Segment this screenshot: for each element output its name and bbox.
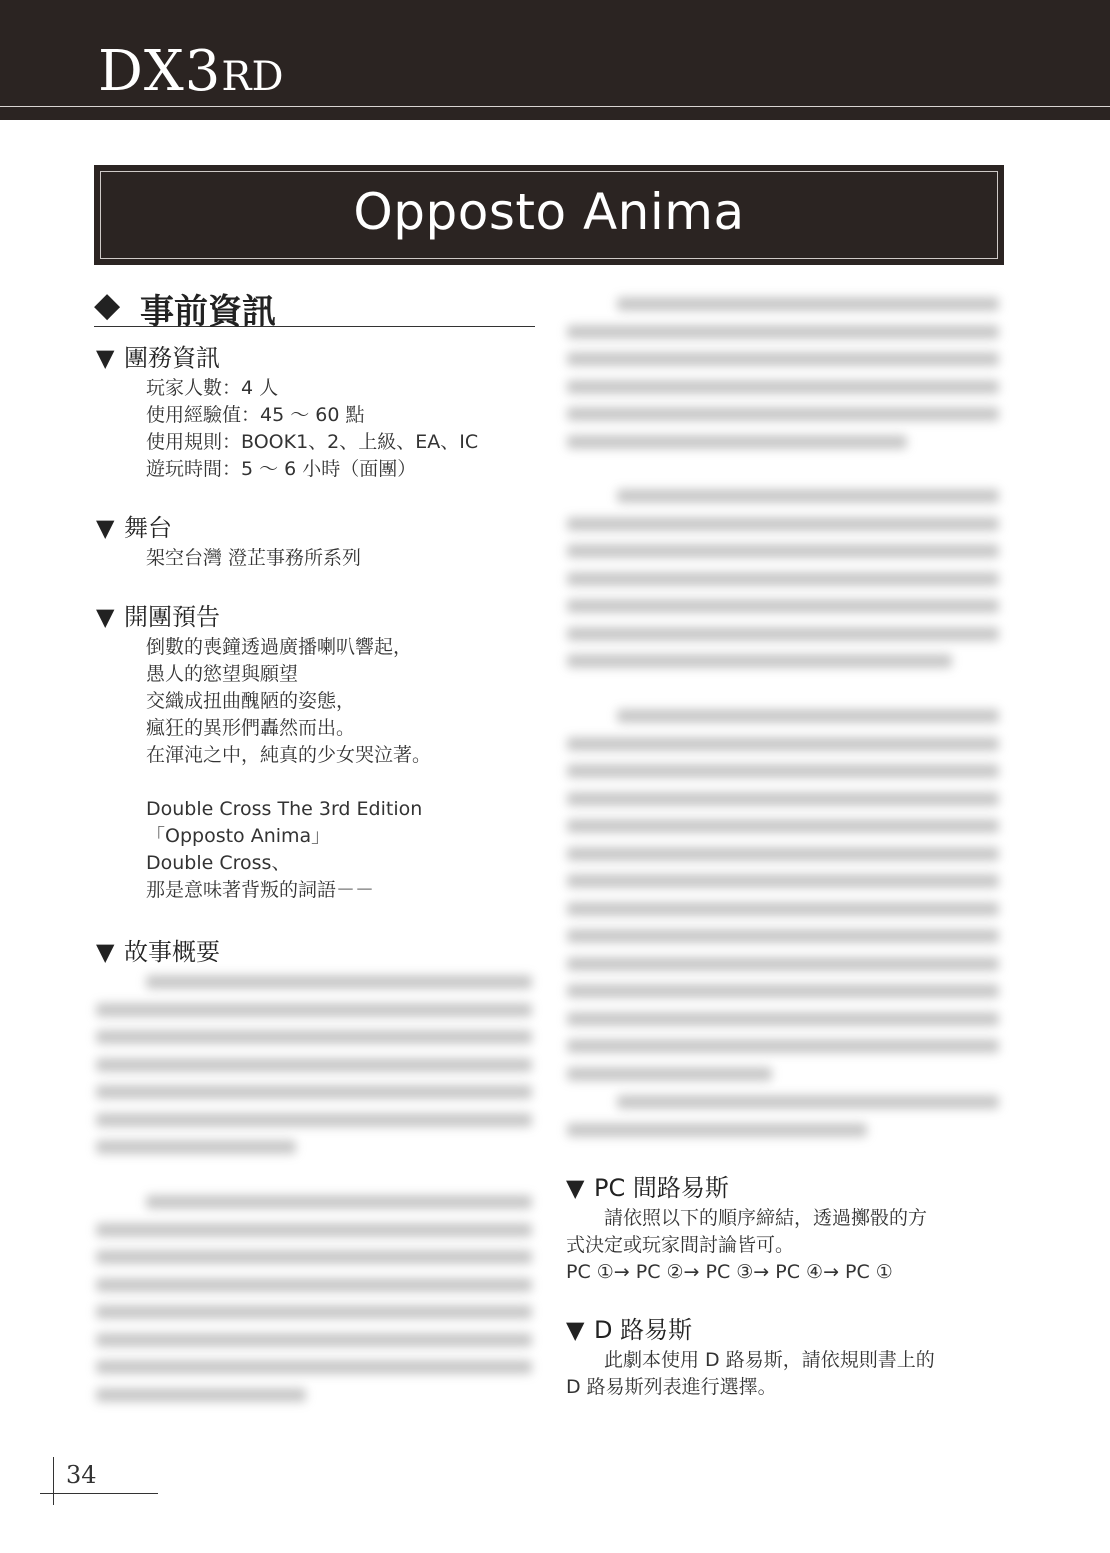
summary-heading: ▼ 故事概要 (96, 938, 220, 966)
triangle-icon: ▼ (96, 603, 115, 631)
pc-lois-heading: ▼ PC 間路易斯 (566, 1174, 729, 1202)
trailer-line: 交織成扭曲醜陋的姿態， (146, 690, 356, 712)
blurred-right-paragraph (567, 489, 999, 682)
trailer-heading: ▼ 開團預告 (96, 603, 220, 631)
info-line: 玩家人數：4 人 (146, 377, 279, 399)
trailer-line: 「Opposto Anima」 (146, 825, 331, 847)
trailer-block (96, 602, 536, 904)
stage-block (96, 513, 536, 572)
d-lois-heading: ▼ D 路易斯 (566, 1316, 693, 1344)
blurred-right-paragraph (567, 1095, 999, 1150)
trailer-line: 倒數的喪鐘透過廣播喇叭響起， (146, 636, 413, 658)
stage-heading: ▼ 舞台 (96, 514, 172, 542)
pc-lois-line: 式決定或玩家間討論皆可。 (566, 1234, 795, 1256)
title-box (94, 165, 1004, 265)
trailer-line: Double Cross、 (146, 852, 291, 874)
pc-lois-block (566, 1173, 1006, 1286)
page-title: Opposto Anima (353, 183, 745, 241)
brand-main: DX3 (98, 39, 222, 104)
brand-sub: RD (221, 54, 284, 100)
pc-lois-line: 請依照以下的順序締結，透過擲骰的方 (566, 1207, 928, 1229)
blurred-summary-paragraph (96, 975, 532, 1168)
blurred-summary-paragraph (96, 1195, 532, 1415)
triangle-icon: ▼ (96, 344, 115, 372)
info-line: 遊玩時間：5 ～ 6 小時（面團） (146, 458, 417, 480)
triangle-icon: ▼ (566, 1174, 585, 1202)
summary-block (96, 937, 536, 967)
session-info-heading: ▼ 團務資訊 (96, 344, 220, 372)
trailer-line: 在渾沌之中，純真的少女哭泣著。 (146, 744, 432, 766)
triangle-icon: ▼ (96, 514, 115, 542)
header-band (0, 0, 1110, 120)
blurred-right-paragraph (567, 709, 999, 1094)
page-number: 34 (66, 1461, 97, 1489)
page-number-hline (40, 1493, 158, 1494)
section-heading (94, 282, 535, 332)
trailer-blank-line (146, 769, 536, 796)
triangle-icon: ▼ (566, 1316, 585, 1344)
trailer-line: 愚人的慾望與願望 (146, 663, 299, 685)
section-heading-label: 事前資訊 (140, 292, 276, 332)
d-lois-line: D 路易斯列表進行選擇。 (566, 1376, 777, 1398)
blurred-right-paragraph (567, 297, 999, 462)
session-info-block (96, 343, 536, 483)
page-number-vline (53, 1457, 54, 1505)
info-line: 使用規則：BOOK1、2、上級、EA、IC (146, 431, 479, 453)
diamond-icon: ◆ (94, 285, 121, 325)
trailer-line: Double Cross The 3rd Edition (146, 798, 423, 820)
header-rule (0, 106, 1110, 107)
pc-lois-order: PC ①→ PC ②→ PC ③→ PC ④→ PC ① (566, 1261, 893, 1283)
info-line: 使用經驗值：45 ～ 60 點 (146, 404, 365, 426)
trailer-line: 那是意味著背叛的詞語－－ (146, 879, 375, 901)
trailer-line: 瘋狂的異形們轟然而出。 (146, 717, 356, 739)
triangle-icon: ▼ (96, 938, 115, 966)
d-lois-line: 此劇本使用 D 路易斯，請依規則書上的 (566, 1349, 935, 1371)
brand-logo (98, 39, 284, 104)
stage-line: 架空台灣 澄芷事務所系列 (146, 547, 362, 569)
d-lois-block (566, 1315, 1006, 1401)
